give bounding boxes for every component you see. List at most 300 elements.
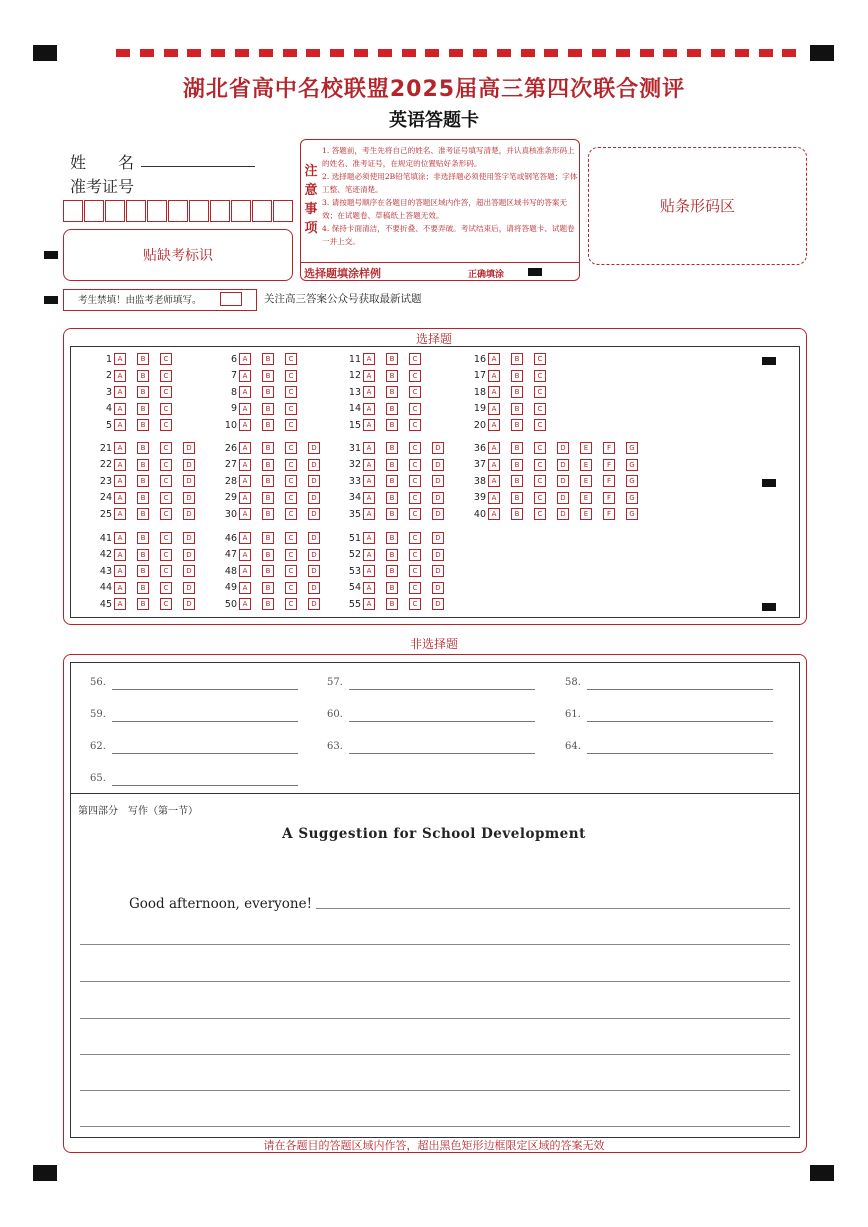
option-bubble[interactable]: G (626, 508, 638, 520)
option-bubble[interactable]: E (580, 442, 592, 454)
blank-number: 56. (90, 677, 106, 688)
question-row (345, 442, 455, 455)
option-bubble[interactable]: B (386, 459, 398, 471)
option-bubble[interactable]: C (409, 459, 421, 471)
option-bubble[interactable]: A (114, 459, 126, 471)
dash (544, 49, 558, 57)
writing-line[interactable] (80, 944, 790, 945)
option-bubble[interactable]: B (137, 370, 149, 382)
option-bubble[interactable]: D (308, 475, 320, 487)
option-bubble[interactable]: A (114, 475, 126, 487)
blank-line[interactable] (587, 753, 773, 754)
option-bubble[interactable]: A (239, 370, 251, 382)
option-bubble[interactable]: A (488, 508, 500, 520)
option-bubble[interactable]: B (262, 475, 274, 487)
option-bubble[interactable]: B (137, 532, 149, 544)
option-bubble[interactable]: A (114, 582, 126, 594)
writing-line[interactable] (80, 1054, 790, 1055)
option-bubble[interactable]: A (363, 370, 375, 382)
blank-line[interactable] (349, 689, 535, 690)
option-bubble[interactable]: G (626, 475, 638, 487)
option-bubble[interactable]: B (137, 508, 149, 520)
question-row (345, 532, 455, 545)
option-bubble[interactable]: C (534, 353, 546, 365)
exam-no-cell[interactable] (168, 200, 188, 222)
option-bubble[interactable]: B (511, 442, 523, 454)
option-bubble[interactable]: B (386, 386, 398, 398)
option-bubble[interactable]: A (114, 442, 126, 454)
option-bubble[interactable]: D (432, 475, 444, 487)
option-bubble[interactable]: A (488, 353, 500, 365)
option-bubble[interactable]: F (603, 508, 615, 520)
question-number: 48 (224, 565, 237, 577)
option-bubble[interactable]: B (511, 370, 523, 382)
option-bubble[interactable]: A (239, 582, 251, 594)
option-bubble[interactable]: A (114, 532, 126, 544)
option-bubble[interactable]: C (160, 353, 172, 365)
option-bubble[interactable]: C (409, 508, 421, 520)
exam-no-cell[interactable] (189, 200, 209, 222)
option-bubble[interactable]: A (114, 370, 126, 382)
option-bubble[interactable]: D (308, 582, 320, 594)
option-bubble[interactable]: A (239, 442, 251, 454)
option-bubble[interactable]: B (137, 582, 149, 594)
option-bubble[interactable]: E (580, 492, 592, 504)
option-bubble[interactable]: B (386, 419, 398, 431)
option-bubble[interactable]: A (239, 475, 251, 487)
question-row (221, 370, 308, 383)
question-row (96, 549, 206, 562)
option-bubble[interactable]: B (137, 442, 149, 454)
option-bubble[interactable]: A (114, 419, 126, 431)
option-bubble[interactable]: A (114, 598, 126, 610)
option-bubble[interactable]: A (239, 419, 251, 431)
option-bubble[interactable]: C (409, 565, 421, 577)
option-bubble[interactable]: B (137, 353, 149, 365)
option-bubble[interactable]: C (409, 532, 421, 544)
exam-no-cell[interactable] (84, 200, 104, 222)
option-bubble[interactable]: A (363, 598, 375, 610)
exam-no-cell[interactable] (231, 200, 251, 222)
option-bubble[interactable]: C (534, 475, 546, 487)
option-bubble[interactable]: A (114, 492, 126, 504)
option-bubble[interactable]: D (557, 475, 569, 487)
option-bubble[interactable]: E (580, 508, 592, 520)
question-row (345, 386, 432, 399)
blank-number: 58. (565, 677, 581, 688)
option-bubble[interactable]: C (285, 403, 297, 415)
option-bubble[interactable]: B (262, 549, 274, 561)
option-bubble[interactable]: C (534, 370, 546, 382)
writing-line[interactable] (80, 1018, 790, 1019)
option-bubble[interactable]: D (308, 492, 320, 504)
option-bubble[interactable]: G (626, 492, 638, 504)
option-bubble[interactable]: D (557, 508, 569, 520)
option-bubble[interactable]: C (160, 508, 172, 520)
option-bubble[interactable]: C (160, 442, 172, 454)
option-bubble[interactable]: C (409, 598, 421, 610)
exam-no-cell[interactable] (147, 200, 167, 222)
dash (354, 49, 368, 57)
option-bubble[interactable]: B (137, 386, 149, 398)
blank-line[interactable] (349, 721, 535, 722)
option-bubble[interactable]: D (183, 475, 195, 487)
option-bubble[interactable]: B (262, 403, 274, 415)
option-bubble[interactable]: C (409, 403, 421, 415)
exam-no-cell[interactable] (126, 200, 146, 222)
option-bubble[interactable]: D (557, 492, 569, 504)
choice-section-title: 选择题 (415, 332, 452, 346)
option-bubble[interactable]: A (363, 508, 375, 520)
question-row (221, 549, 331, 562)
option-bubble[interactable]: C (285, 549, 297, 561)
option-bubble[interactable]: A (363, 492, 375, 504)
option-bubble[interactable]: A (114, 565, 126, 577)
option-bubble[interactable]: B (262, 459, 274, 471)
option-bubble[interactable]: C (409, 582, 421, 594)
option-bubble[interactable]: C (160, 475, 172, 487)
option-bubble[interactable]: D (183, 582, 195, 594)
option-bubble[interactable]: A (239, 353, 251, 365)
exam-no-cell[interactable] (210, 200, 230, 222)
option-bubble[interactable]: D (432, 459, 444, 471)
question-row (345, 582, 455, 595)
option-bubble[interactable]: D (432, 442, 444, 454)
option-bubble[interactable]: B (262, 492, 274, 504)
exam-no-cell[interactable] (273, 200, 293, 222)
option-bubble[interactable]: D (432, 565, 444, 577)
blank-item[interactable] (90, 677, 106, 688)
option-bubble[interactable]: D (432, 508, 444, 520)
option-bubble[interactable]: C (409, 419, 421, 431)
option-bubble[interactable]: E (580, 475, 592, 487)
option-bubble[interactable]: A (488, 475, 500, 487)
option-bubble[interactable]: B (262, 508, 274, 520)
option-bubble[interactable]: A (114, 386, 126, 398)
option-bubble[interactable]: C (409, 386, 421, 398)
option-bubble[interactable]: C (534, 508, 546, 520)
blank-line[interactable] (587, 689, 773, 690)
absent-sticker-label: 贴缺考标识 (143, 248, 213, 264)
option-bubble[interactable]: G (626, 459, 638, 471)
option-bubble[interactable]: D (183, 598, 195, 610)
name-field[interactable] (141, 166, 255, 167)
option-bubble[interactable]: C (160, 492, 172, 504)
option-bubble[interactable]: D (308, 442, 320, 454)
dash (116, 49, 130, 57)
question-row (345, 565, 455, 578)
option-bubble[interactable]: C (285, 419, 297, 431)
option-bubble[interactable]: C (160, 598, 172, 610)
option-bubble[interactable]: C (285, 532, 297, 544)
question-row (221, 403, 308, 416)
blank-line[interactable] (112, 753, 298, 754)
option-bubble[interactable]: A (363, 442, 375, 454)
option-bubble[interactable]: B (386, 353, 398, 365)
option-bubble[interactable]: D (308, 565, 320, 577)
option-bubble[interactable]: C (285, 565, 297, 577)
option-bubble[interactable]: A (114, 549, 126, 561)
option-bubble[interactable]: B (511, 492, 523, 504)
option-bubble[interactable]: F (603, 442, 615, 454)
option-bubble[interactable]: C (285, 598, 297, 610)
blank-item[interactable] (327, 741, 343, 752)
option-bubble[interactable]: A (363, 582, 375, 594)
option-bubble[interactable]: C (285, 508, 297, 520)
blank-item[interactable] (327, 709, 343, 720)
blank-item[interactable] (565, 709, 581, 720)
option-bubble[interactable]: B (511, 459, 523, 471)
question-row (221, 419, 308, 432)
option-bubble[interactable]: C (285, 492, 297, 504)
option-bubble[interactable]: A (363, 549, 375, 561)
option-bubble[interactable]: B (386, 532, 398, 544)
question-number: 29 (224, 492, 237, 504)
option-bubble[interactable]: B (137, 565, 149, 577)
option-bubble[interactable]: C (285, 582, 297, 594)
dash (687, 49, 701, 57)
option-bubble[interactable]: A (239, 598, 251, 610)
option-bubble[interactable]: C (160, 582, 172, 594)
option-bubble[interactable]: C (409, 442, 421, 454)
option-bubble[interactable]: B (137, 492, 149, 504)
option-bubble[interactable]: A (239, 492, 251, 504)
blank-line[interactable] (349, 753, 535, 754)
option-bubble[interactable]: C (160, 403, 172, 415)
blank-item[interactable] (90, 741, 106, 752)
notice-items (322, 144, 578, 248)
blank-line[interactable] (587, 721, 773, 722)
option-bubble[interactable]: B (137, 549, 149, 561)
option-bubble[interactable]: A (488, 370, 500, 382)
option-bubble[interactable]: B (137, 419, 149, 431)
option-bubble[interactable]: B (262, 565, 274, 577)
option-bubble[interactable]: B (262, 532, 274, 544)
blank-item[interactable] (565, 741, 581, 752)
option-bubble[interactable]: A (114, 403, 126, 415)
option-bubble[interactable]: C (409, 549, 421, 561)
option-bubble[interactable]: A (363, 353, 375, 365)
option-bubble[interactable]: A (239, 459, 251, 471)
option-bubble[interactable]: D (432, 492, 444, 504)
writing-divider (70, 793, 799, 794)
option-bubble[interactable]: D (183, 459, 195, 471)
option-bubble[interactable]: B (386, 508, 398, 520)
option-bubble[interactable]: D (183, 492, 195, 504)
option-bubble[interactable]: B (262, 353, 274, 365)
blank-item[interactable] (90, 773, 106, 784)
option-bubble[interactable]: F (603, 492, 615, 504)
question-row (96, 598, 206, 611)
option-bubble[interactable]: B (511, 508, 523, 520)
writing-line[interactable] (80, 1126, 790, 1127)
blank-line[interactable] (112, 785, 298, 786)
timing-mark (44, 296, 58, 304)
option-bubble[interactable]: C (409, 370, 421, 382)
option-bubble[interactable]: A (488, 386, 500, 398)
question-number: 4 (105, 403, 112, 415)
question-row (470, 459, 649, 472)
writing-line[interactable] (80, 981, 790, 982)
exam-no-cell[interactable] (105, 200, 125, 222)
option-bubble[interactable]: C (409, 475, 421, 487)
option-bubble[interactable]: B (511, 475, 523, 487)
option-bubble[interactable]: C (534, 419, 546, 431)
question-number: 7 (230, 370, 237, 382)
question-row (345, 419, 432, 432)
question-row (345, 508, 455, 521)
option-bubble[interactable]: D (432, 598, 444, 610)
option-bubble[interactable]: B (386, 582, 398, 594)
option-bubble[interactable]: C (285, 353, 297, 365)
option-bubble[interactable]: C (285, 386, 297, 398)
option-bubble[interactable]: C (160, 370, 172, 382)
question-number: 26 (224, 442, 237, 454)
option-bubble[interactable]: D (308, 598, 320, 610)
option-bubble[interactable]: A (363, 459, 375, 471)
option-bubble[interactable]: D (308, 508, 320, 520)
option-bubble[interactable]: C (534, 459, 546, 471)
option-bubble[interactable]: D (308, 459, 320, 471)
page-title: 湖北省高中名校联盟2025届高三第四次联合测评 (182, 77, 686, 102)
option-bubble[interactable]: D (183, 549, 195, 561)
option-bubble[interactable]: B (386, 370, 398, 382)
proctor-fill-box[interactable] (220, 292, 242, 306)
option-bubble[interactable]: A (239, 508, 251, 520)
blank-item[interactable] (90, 709, 106, 720)
option-bubble[interactable]: A (363, 565, 375, 577)
footer-warning: 请在各题目的答题区域内作答，超出黑色矩形边框限定区域的答案无效 (263, 1139, 605, 1152)
option-bubble[interactable]: C (285, 442, 297, 454)
dash (568, 49, 582, 57)
option-bubble[interactable]: A (488, 492, 500, 504)
option-bubble[interactable]: A (363, 419, 375, 431)
option-bubble[interactable]: C (285, 459, 297, 471)
option-bubble[interactable]: A (239, 565, 251, 577)
option-bubble[interactable]: A (114, 508, 126, 520)
option-bubble[interactable]: D (557, 442, 569, 454)
option-bubble[interactable]: B (386, 565, 398, 577)
option-bubble[interactable]: B (386, 598, 398, 610)
option-bubble[interactable]: B (511, 353, 523, 365)
option-bubble[interactable]: D (557, 459, 569, 471)
option-bubble[interactable]: B (511, 419, 523, 431)
option-bubble[interactable]: F (603, 459, 615, 471)
blank-item[interactable] (327, 677, 343, 688)
option-bubble[interactable]: B (137, 459, 149, 471)
option-bubble[interactable]: B (137, 475, 149, 487)
question-number: 54 (348, 582, 361, 594)
option-bubble[interactable]: A (363, 403, 375, 415)
option-bubble[interactable]: D (308, 532, 320, 544)
option-bubble[interactable]: C (160, 419, 172, 431)
blank-line[interactable] (112, 689, 298, 690)
option-bubble[interactable]: D (183, 565, 195, 577)
corner-mark-bottom-left (33, 1165, 57, 1181)
option-bubble[interactable]: A (239, 386, 251, 398)
option-bubble[interactable]: C (409, 492, 421, 504)
exam-no-cell[interactable] (63, 200, 83, 222)
option-bubble[interactable]: E (580, 459, 592, 471)
blank-item[interactable] (565, 677, 581, 688)
option-bubble[interactable]: B (386, 442, 398, 454)
option-bubble[interactable]: B (386, 492, 398, 504)
dash (235, 49, 249, 57)
option-bubble[interactable]: A (488, 459, 500, 471)
option-bubble[interactable]: D (183, 532, 195, 544)
option-bubble[interactable]: A (488, 442, 500, 454)
option-bubble[interactable]: C (409, 353, 421, 365)
option-bubble[interactable]: B (262, 442, 274, 454)
option-bubble[interactable]: C (160, 386, 172, 398)
question-row (470, 386, 557, 399)
blank-line[interactable] (112, 721, 298, 722)
option-bubble[interactable]: G (626, 442, 638, 454)
option-bubble[interactable]: D (432, 532, 444, 544)
option-bubble[interactable]: B (262, 582, 274, 594)
option-bubble[interactable]: A (239, 549, 251, 561)
option-bubble[interactable]: B (386, 475, 398, 487)
option-bubble[interactable]: C (160, 532, 172, 544)
option-bubble[interactable]: C (534, 492, 546, 504)
option-bubble[interactable]: A (239, 403, 251, 415)
essay-opening: Good afternoon, everyone! (129, 896, 313, 912)
option-bubble[interactable]: B (262, 598, 274, 610)
question-row (221, 565, 331, 578)
option-bubble[interactable]: B (137, 403, 149, 415)
option-bubble[interactable]: C (285, 370, 297, 382)
option-bubble[interactable]: A (363, 475, 375, 487)
option-bubble[interactable]: D (183, 442, 195, 454)
option-bubble[interactable]: F (603, 475, 615, 487)
question-number: 11 (348, 353, 361, 365)
option-bubble[interactable]: B (262, 419, 274, 431)
option-bubble[interactable]: C (534, 386, 546, 398)
option-bubble[interactable]: C (160, 565, 172, 577)
option-bubble[interactable]: A (363, 532, 375, 544)
question-number: 18 (473, 386, 486, 398)
option-bubble[interactable]: A (239, 532, 251, 544)
option-bubble[interactable]: A (488, 419, 500, 431)
question-row (96, 442, 206, 455)
option-bubble[interactable]: C (285, 475, 297, 487)
option-bubble[interactable]: B (262, 370, 274, 382)
writing-line[interactable] (316, 908, 790, 909)
option-bubble[interactable]: B (511, 386, 523, 398)
option-bubble[interactable]: B (386, 403, 398, 415)
exam-no-cell[interactable] (252, 200, 272, 222)
option-bubble[interactable]: B (511, 403, 523, 415)
option-bubble[interactable]: B (137, 598, 149, 610)
option-bubble[interactable]: A (114, 353, 126, 365)
option-bubble[interactable]: D (432, 549, 444, 561)
option-bubble[interactable]: C (534, 403, 546, 415)
option-bubble[interactable]: B (386, 549, 398, 561)
option-bubble[interactable]: A (488, 403, 500, 415)
option-bubble[interactable]: C (534, 442, 546, 454)
option-bubble[interactable]: D (183, 508, 195, 520)
option-bubble[interactable]: D (432, 582, 444, 594)
option-bubble[interactable]: D (308, 549, 320, 561)
writing-line[interactable] (80, 1090, 790, 1091)
option-bubble[interactable]: C (160, 549, 172, 561)
option-bubble[interactable]: A (363, 386, 375, 398)
dash (473, 49, 487, 57)
question-number: 30 (224, 508, 237, 520)
dash (616, 49, 630, 57)
option-bubble[interactable]: C (160, 459, 172, 471)
option-bubble[interactable]: B (262, 386, 274, 398)
